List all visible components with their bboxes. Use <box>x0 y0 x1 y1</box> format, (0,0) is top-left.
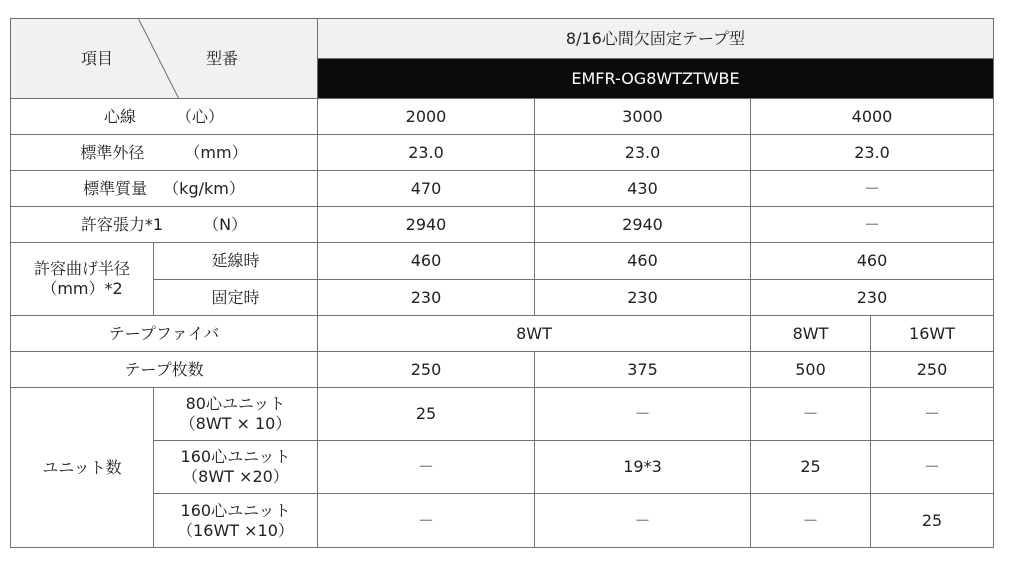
unit160b-line2: （16WT ×10） <box>177 520 294 540</box>
table-row-diameter <box>11 135 994 171</box>
cell-value: 25 <box>871 494 994 548</box>
cell-value: 19*3 <box>535 441 751 494</box>
sub-label-unit-80 <box>154 388 318 441</box>
cell-value: － <box>751 171 994 207</box>
unit80-line2: （8WT × 10） <box>179 414 292 433</box>
table-row-tape-count <box>11 352 994 388</box>
row-label-units: ユニット数 <box>11 388 154 548</box>
cell-value: 470 <box>318 171 535 207</box>
cell-value: 2940 <box>318 207 535 243</box>
sub-label-fixed: 固定時 <box>154 280 318 316</box>
spec-table-wrapper <box>10 18 994 548</box>
tension-label: 許容張力*1 <box>80 214 164 234</box>
table-row-unit-80 <box>11 388 994 441</box>
cell-value: 4000 <box>751 99 994 135</box>
cores-unit: （心） <box>176 106 225 126</box>
bend-label-line2: （mm）*2 <box>41 279 123 298</box>
row-label-diameter <box>11 135 318 171</box>
row-label-bend-radius <box>11 243 154 316</box>
unit160a-line2: （8WT ×20） <box>182 467 289 486</box>
cell-value: 230 <box>318 280 535 316</box>
unit160b-line1: 160心ユニット <box>180 500 291 520</box>
cell-value: 230 <box>535 280 751 316</box>
cell-value: 23.0 <box>535 135 751 171</box>
cell-value: 500 <box>751 352 871 388</box>
model-number-cell: EMFR-OG8WTZTWBE <box>318 59 994 99</box>
cell-value: 2940 <box>535 207 751 243</box>
bend-label-line1: 許容曲げ半径 <box>33 259 130 278</box>
cell-value: 250 <box>318 352 535 388</box>
cell-value: 8WT <box>318 316 751 352</box>
cell-value: － <box>751 494 871 548</box>
spec-table <box>10 18 994 548</box>
cores-label: 心線 <box>103 106 136 126</box>
item-header-label: 項目 <box>81 49 114 68</box>
unit80-line1: 80心ユニット <box>185 394 286 413</box>
type-header-cell: 8/16心間欠固定テープ型 <box>318 19 994 59</box>
sub-label-installation: 延線時 <box>154 243 318 280</box>
cell-value: 23.0 <box>751 135 994 171</box>
mass-unit: （kg/km） <box>163 178 245 198</box>
table-row-cores <box>11 99 994 135</box>
row-label-tape-fiber: テープファイバ <box>11 316 318 352</box>
cell-value: － <box>318 494 535 548</box>
cell-value: 375 <box>535 352 751 388</box>
sub-label-unit-160-8wt <box>154 441 318 494</box>
table-row-bend-installation <box>11 243 994 280</box>
cell-value: 250 <box>871 352 994 388</box>
model-header-label: 型番 <box>206 49 239 68</box>
cell-value: 3000 <box>535 99 751 135</box>
cell-value: 230 <box>751 280 994 316</box>
cell-value: 430 <box>535 171 751 207</box>
cell-value: － <box>535 388 751 441</box>
cell-value: － <box>318 441 535 494</box>
table-row-tape-fiber <box>11 316 994 352</box>
cell-value: 25 <box>751 441 871 494</box>
diameter-label: 標準外径 <box>80 142 145 162</box>
row-label-mass <box>11 171 318 207</box>
header-corner-cell <box>11 19 318 99</box>
cell-value: 460 <box>535 243 751 280</box>
cell-value: 23.0 <box>318 135 535 171</box>
table-row-bend-fixed <box>11 280 994 316</box>
cell-value: 16WT <box>871 316 994 352</box>
cell-value: － <box>751 207 994 243</box>
tension-unit: （N） <box>203 214 248 234</box>
row-label-tape-count: テープ枚数 <box>11 352 318 388</box>
cell-value: 460 <box>751 243 994 280</box>
mass-label: 標準質量 <box>83 178 148 198</box>
table-row-mass <box>11 171 994 207</box>
table-row-unit-160-16wt <box>11 494 994 548</box>
diameter-unit: （mm） <box>184 142 248 162</box>
diagonal-divider <box>11 19 317 98</box>
row-label-tension <box>11 207 318 243</box>
cell-value: － <box>871 441 994 494</box>
table-row-unit-160-8wt <box>11 441 994 494</box>
cell-value: － <box>871 388 994 441</box>
cell-value: － <box>535 494 751 548</box>
cell-value: － <box>751 388 871 441</box>
cell-value: 460 <box>318 243 535 280</box>
cell-value: 25 <box>318 388 535 441</box>
cell-value: 2000 <box>318 99 535 135</box>
unit160a-line1: 160心ユニット <box>180 447 291 466</box>
cell-value: 8WT <box>751 316 871 352</box>
table-row-tension <box>11 207 994 243</box>
row-label-cores <box>11 99 318 135</box>
sub-label-unit-160-16wt <box>154 494 318 548</box>
